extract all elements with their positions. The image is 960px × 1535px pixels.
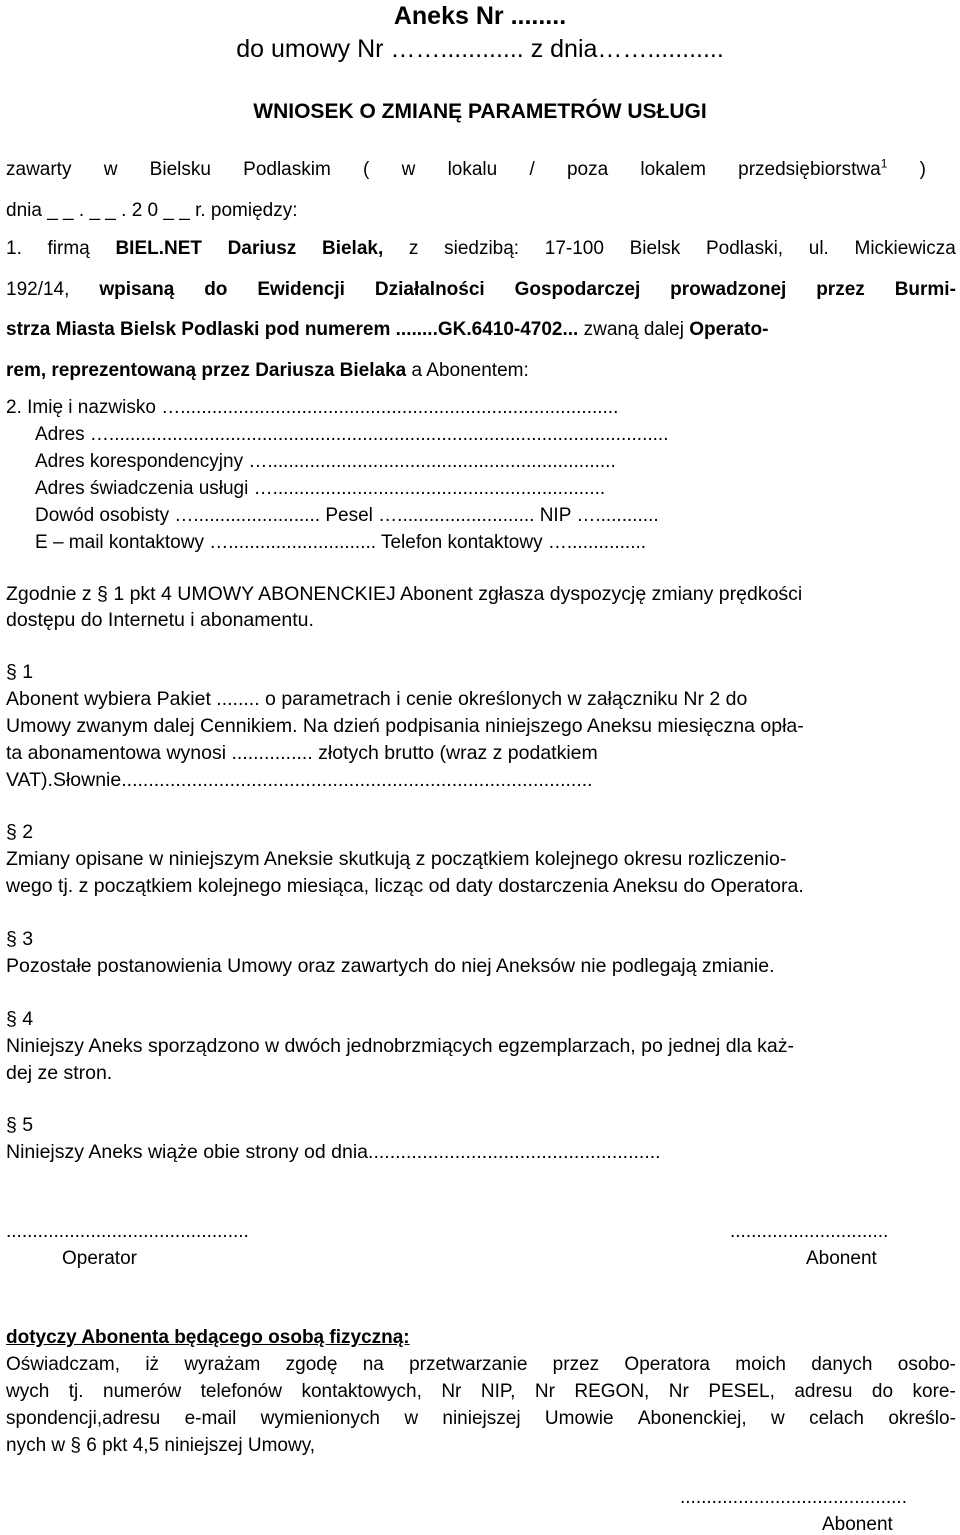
subscriber-correspondence-address-field: Adres korespondencyjny ….................................................................. [35, 451, 616, 472]
word: poza [566, 159, 609, 180]
subscriber-contact-row: E – mail kontaktowy …............................ Telefon kontaktowy …............... [35, 532, 647, 553]
section-1-line-2: Umowy zwanym dalej Cennikiem. Na dzień podpisania niniejszego Aneksu miesięczna opła- [6, 715, 804, 737]
word: ( [363, 159, 370, 180]
word: e-mail [184, 1408, 237, 1429]
subscriber-signature-label: Abonent [806, 1248, 877, 1269]
word: firmą [47, 238, 90, 259]
word: w [771, 1408, 785, 1429]
document-heading: WNIOSEK O ZMIANĘ PARAMETRÓW USŁUGI [253, 100, 707, 123]
word: NIP, [480, 1381, 516, 1402]
word: wpisaną [99, 279, 175, 300]
word: kore- [912, 1381, 956, 1402]
word: określo- [888, 1408, 956, 1429]
subscriber-name-field: 2. Imię i nazwisko …................................................................................... [6, 397, 619, 418]
consent-line-3 [6, 1409, 956, 1428]
word: wyrażam [184, 1354, 261, 1375]
word: Mickiewicza [854, 238, 956, 259]
word: iż [145, 1354, 160, 1375]
word: Umowie [544, 1408, 614, 1429]
word: Ewidencji [257, 279, 345, 300]
operator-line-2 [6, 280, 956, 299]
section-3-line-1: Pozostałe postanowienia Umowy oraz zawartych do niej Aneksów nie podlegają zmianie. [6, 955, 775, 977]
word: lokalu [447, 159, 498, 180]
word: niniejszej [442, 1408, 521, 1429]
section-5-title: § 5 [6, 1114, 34, 1136]
word: prowadzonej [670, 279, 787, 300]
word: Oświadczam, [6, 1354, 121, 1375]
word: w [401, 159, 416, 180]
section-4-title: § 4 [6, 1008, 34, 1030]
word: 1. [6, 238, 22, 259]
word: w [103, 159, 118, 180]
section-4-line-2: dej ze stron. [6, 1062, 113, 1084]
word: 192/14, [6, 279, 70, 300]
word: Podlaski, [705, 238, 784, 259]
agreement-line-2: dostępu do Internetu i abonamentu. [6, 609, 314, 631]
consent-line-2 [6, 1382, 956, 1401]
word: Bielsku [149, 159, 211, 180]
word: Burmi- [894, 279, 956, 300]
word: ul. [808, 238, 829, 259]
subscriber-id-row: Dowód osobisty …........................ Pesel ….......................... NIP …............ [35, 505, 659, 526]
section-1-line-4: VAT).Słownie....................................................................................... [6, 769, 593, 791]
consent-line-1 [6, 1355, 956, 1374]
consent-heading: dotyczy Abonenta będącego osobą fizyczną: [6, 1327, 410, 1348]
document-title: Aneks Nr ........ [393, 2, 567, 30]
word: PESEL, [708, 1381, 775, 1402]
word: Bielak, [321, 238, 384, 259]
word: tj. [68, 1381, 84, 1402]
section-2-title: § 2 [6, 821, 34, 843]
section-1-title: § 1 [6, 661, 34, 683]
word: przez [816, 279, 865, 300]
subscriber-service-address-field: Adres świadczenia usługi …............................................................... [35, 478, 606, 499]
word: telefonów [200, 1381, 282, 1402]
section-3-title: § 3 [6, 928, 34, 950]
section-1-line-1: Abonent wybiera Pakiet ........ o parametrach i cenie określonych w załączniku Nr 2 do [6, 688, 748, 710]
word: Nr [668, 1381, 689, 1402]
word: wymienionych [260, 1408, 380, 1429]
operator-line-3: strza Miasta Bielsk Podlaski pod numerem ........GK.6410-4702... zwaną dalej Operato- [6, 319, 769, 340]
section-2-line-2: wego tj. z początkiem kolejnego miesiąca, licząc od daty dostarczenia Aneksu do Operatora. [6, 875, 804, 897]
word: do [204, 279, 228, 300]
word: Operatora [624, 1354, 710, 1375]
intro-line-2: dnia _ _ . _ _ . 2 0 _ _ r. pomiędzy: [6, 200, 298, 221]
subscriber-address-field: Adres ….......................................................................................................... [35, 424, 669, 445]
agreement-line-1: Zgodnie z § 1 pkt 4 UMOWY ABONENCKIEJ Abonent zgłasza dyspozycję zmiany prędkości [6, 583, 803, 605]
operator-signature-label: Operator [62, 1248, 137, 1269]
section-1-line-3: ta abonamentowa wynosi ............... złotych brutto (wraz z podatkiem [6, 742, 598, 764]
word: Gospodarczej [514, 279, 641, 300]
intro-line-1 [6, 156, 926, 180]
word: / [529, 159, 535, 180]
consent-signature-label: Abonent [822, 1514, 893, 1535]
word: z [408, 238, 419, 259]
word: lokalem [640, 159, 706, 180]
word: moich [735, 1354, 786, 1375]
operator-line-1 [6, 239, 956, 258]
footnote-marker: 1 [880, 156, 888, 171]
word: zawarty [6, 159, 72, 180]
section-2-line-1: Zmiany opisane w niniejszym Aneksie skutkują z początkiem kolejnego okresu rozliczenio- [6, 848, 787, 870]
word: na [362, 1354, 384, 1375]
subscriber-signature-line: .............................. [730, 1221, 889, 1242]
word: w [404, 1408, 419, 1429]
word: adresu [794, 1381, 853, 1402]
word: Dariusz [227, 238, 297, 259]
word: spondencji,adresu [6, 1408, 161, 1429]
word: Nr [534, 1381, 555, 1402]
consent-signature-line: ........................................... [680, 1487, 907, 1508]
word: 17-100 [544, 238, 604, 259]
word: wych [6, 1381, 50, 1402]
word: Podlaskim [243, 159, 331, 180]
section-5-line-1: Niniejszy Aneks wiąże obie strony od dnia...................................................... [6, 1141, 661, 1163]
section-4-line-1: Niniejszy Aneks sporządzono w dwóch jednobrzmiących egzemplarzach, po jednej dla każ- [6, 1035, 794, 1057]
word: przez [552, 1354, 600, 1375]
word: do [871, 1381, 894, 1402]
document-subtitle: do umowy Nr ……............ z dnia……........... [236, 35, 724, 63]
consent-line-4: nych w § 6 pkt 4,5 niniejszej Umowy, [6, 1435, 316, 1456]
word: Abonenckiej, [637, 1408, 747, 1429]
word: Nr [441, 1381, 462, 1402]
word: BIEL.NET [115, 238, 202, 259]
operator-signature-line: .............................................. [6, 1221, 249, 1242]
word: kontaktowych, [301, 1381, 422, 1402]
word: numerów [103, 1381, 182, 1402]
word: Działalności [374, 279, 485, 300]
word: osobo- [897, 1354, 956, 1375]
word: danych [811, 1354, 873, 1375]
word: siedzibą: [444, 238, 520, 259]
operator-line-4: rem, reprezentowaną przez Dariusza Bielaka a Abonentem: [6, 360, 529, 381]
word: zgodę [285, 1354, 338, 1375]
word: Bielsk [629, 238, 681, 259]
word: przetwarzanie [409, 1354, 528, 1375]
word: REGON, [574, 1381, 650, 1402]
word: przedsiębiorstwa$^1$ [738, 156, 888, 180]
word: ) [919, 159, 926, 180]
word: celach [809, 1408, 864, 1429]
